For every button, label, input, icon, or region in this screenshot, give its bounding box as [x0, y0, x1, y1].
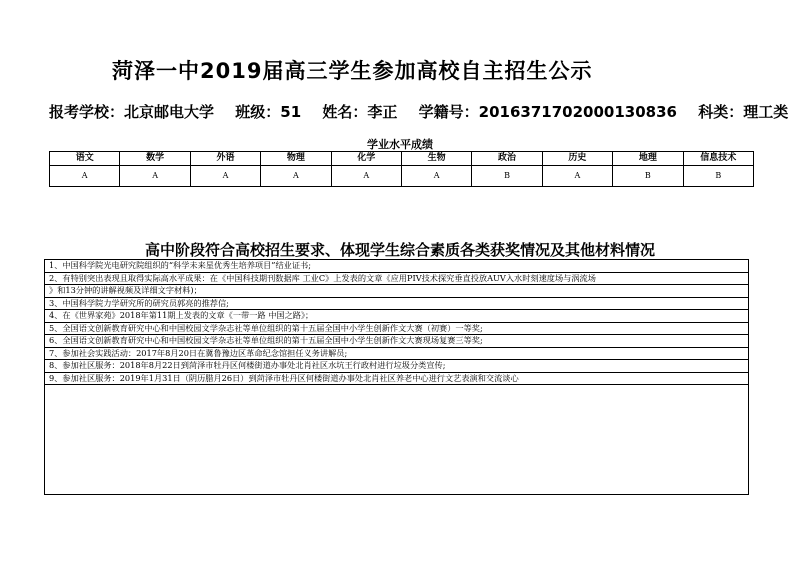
student-info-row	[49, 101, 789, 122]
subject-header: 语文	[50, 152, 120, 166]
student-id-label: 学籍号：	[418, 103, 479, 121]
grade-cell: A	[120, 166, 190, 187]
name-label: 姓名：	[322, 103, 368, 121]
track-value: 理工类	[743, 103, 789, 121]
award-line: 1、中国科学院光电研究院组织的“科学未来星优秀生培养项目”结业证书;	[45, 260, 748, 273]
scores-table	[49, 151, 754, 187]
class-label: 班级：	[235, 103, 281, 121]
name-value: 李正	[367, 103, 398, 121]
grade-cell: B	[613, 166, 683, 187]
subject-header: 物理	[261, 152, 331, 166]
track-label: 科类：	[698, 103, 744, 121]
grade-cell: A	[401, 166, 471, 187]
award-line: 8、参加社区服务：2018年8月22日到菏泽市牡丹区何楼街道办事处北肖社区水坑王行政村进行垃圾分类宣传;	[45, 360, 748, 373]
award-line: 9、参加社区服务：2019年1月31日（阴历腊月26日）到菏泽市牡丹区何楼街道办事处北肖社区养老中心进行文艺表演和交流谈心	[45, 373, 748, 386]
grade-cell: B	[472, 166, 542, 187]
subject-header: 地理	[613, 152, 683, 166]
grade-cell: A	[261, 166, 331, 187]
class-value: 51	[280, 103, 302, 121]
subject-header: 数学	[120, 152, 190, 166]
awards-box	[44, 259, 749, 495]
student-id-value: 2016371702000130836	[478, 103, 677, 121]
scores-header-row	[50, 152, 754, 166]
grade-cell: B	[683, 166, 753, 187]
award-line: 6、全国语文创新教育研究中心和中国校园文学杂志社等单位组织的第十五届全国中小学生创新作文大赛现场复赛三等奖;	[45, 335, 748, 348]
award-line: 7、参加社会实践活动：2017年8月20日在冀鲁豫边区革命纪念馆担任义务讲解员;	[45, 348, 748, 361]
school-label: 报考学校：	[49, 103, 125, 121]
subject-header: 历史	[542, 152, 612, 166]
award-line: 》和13分钟的讲解视频及详细文字材料)；	[45, 285, 748, 298]
subject-header: 外语	[190, 152, 260, 166]
awards-section-title: 高中阶段符合高校招生要求、体现学生综合素质各类获奖情况及其他材料情况	[144, 241, 655, 259]
scores-section-title: 学业水平成绩	[367, 138, 433, 151]
scores-grade-row	[50, 166, 754, 187]
subject-header: 化学	[331, 152, 401, 166]
award-line: 4、在《世界家苑》2018年第11期上发表的文章《一带一路 中国之路》；	[45, 310, 748, 323]
school-value: 北京邮电大学	[124, 103, 215, 121]
page-title: 菏泽一中2019届高三学生参加高校自主招生公示	[112, 59, 593, 83]
grade-cell: A	[542, 166, 612, 187]
subject-header: 政治	[472, 152, 542, 166]
grade-cell: A	[190, 166, 260, 187]
grade-cell: A	[50, 166, 120, 187]
award-line: 5、全国语文创新教育研究中心和中国校园文学杂志社等单位组织的第十五届全国中小学生创新作文大赛（初赛）一等奖;	[45, 323, 748, 336]
subject-header: 生物	[401, 152, 471, 166]
subject-header: 信息技术	[683, 152, 753, 166]
award-line: 2、有特别突出表现且取得实际高水平成果：在《中国科技期刊数据库 工业C》上发表的文章《应用PIV技术探究垂直投放AUV入水时刻速度场与涡流场	[45, 273, 748, 286]
grade-cell: A	[331, 166, 401, 187]
award-line: 3、中国科学院力学研究所的研究员郭亮的推荐信;	[45, 298, 748, 311]
